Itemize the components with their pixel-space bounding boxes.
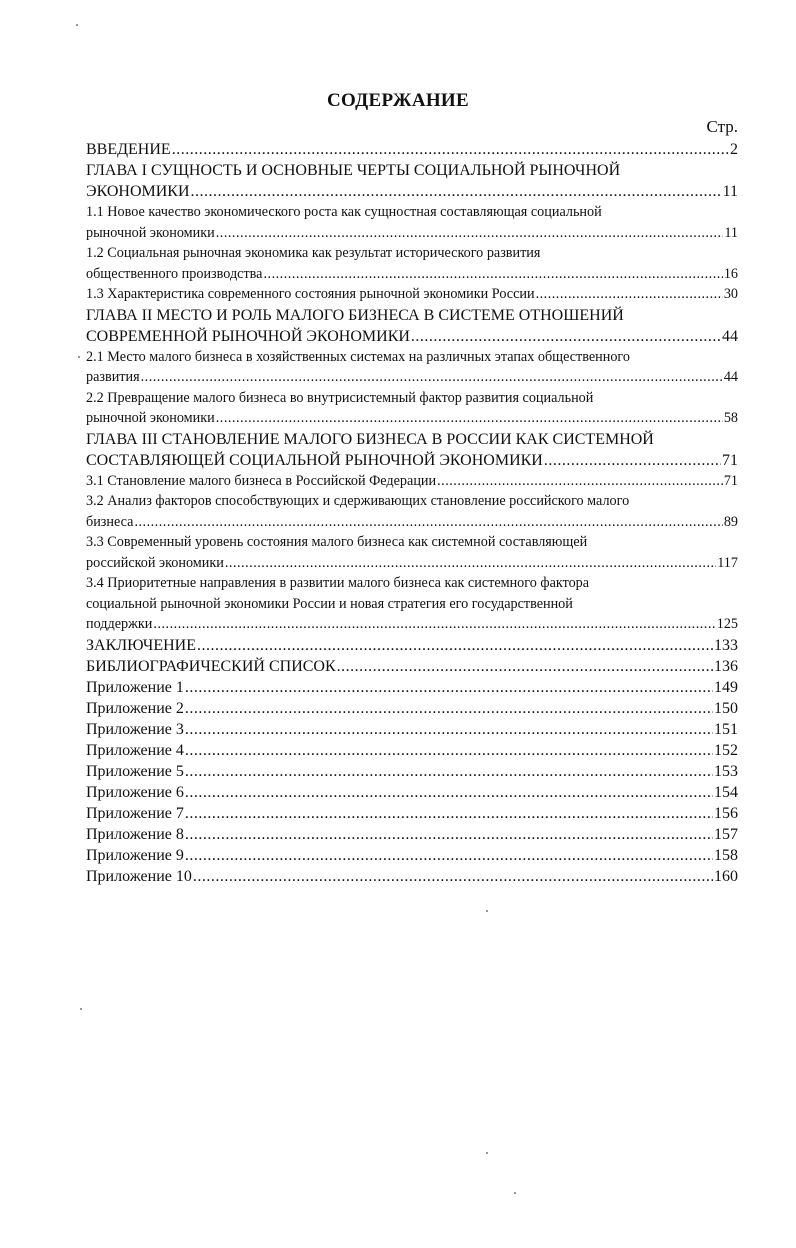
toc-entry-text: рыночной экономики <box>86 410 215 426</box>
toc-entry-last-line <box>86 326 738 347</box>
toc-page-number: 44 <box>723 369 738 385</box>
toc-entry <box>86 845 738 866</box>
scan-speck <box>78 356 80 358</box>
toc-entry-text: поддержки <box>86 616 153 632</box>
toc-entry <box>86 761 738 782</box>
dot-leader <box>216 408 723 429</box>
dot-leader <box>216 223 724 244</box>
dot-leader <box>193 866 713 887</box>
toc-entry-text: бизнеса <box>86 513 134 530</box>
toc-entry <box>86 347 738 388</box>
dot-leader <box>185 803 713 824</box>
dot-leader <box>263 264 722 285</box>
dot-leader <box>437 471 723 492</box>
toc-page-number: 157 <box>714 825 738 843</box>
toc-entry <box>86 491 738 532</box>
dot-leader <box>185 719 713 740</box>
toc-entry-last-line <box>86 719 738 740</box>
toc-entry-text: социальной рыночной экономики России и новая стратегия его государственной <box>86 595 573 612</box>
toc-entry-last-line <box>86 512 738 533</box>
toc-entry-text: 3.1 Становление малого бизнеса в Российской Федерации <box>86 472 437 489</box>
toc-page-number: 71 <box>722 451 738 469</box>
toc-entry-text: ГЛАВА II МЕСТО И РОЛЬ МАЛОГО БИЗНЕСА В СИСТЕМЕ ОТНОШЕНИЙ <box>86 306 624 324</box>
dot-leader <box>544 450 721 471</box>
toc-entry-text: СОВРЕМЕННОЙ РЫНОЧНОЙ ЭКОНОМИКИ <box>86 327 410 345</box>
table-of-contents <box>86 139 738 887</box>
toc-page-number: 133 <box>714 636 738 654</box>
toc-entry-text: 1.1 Новое качество экономического роста как сущностная составляющая социальной <box>86 204 602 220</box>
toc-entry-text: Приложение 2 <box>86 699 184 717</box>
toc-page-number: 152 <box>714 741 738 759</box>
dot-leader <box>185 824 713 845</box>
toc-entry <box>86 719 738 740</box>
toc-entry-text: ВВЕДЕНИЕ <box>86 141 171 158</box>
toc-entry-text: Приложение 1 <box>86 678 184 696</box>
toc-entry-text: Приложение 8 <box>86 825 184 843</box>
toc-entry-last-line <box>86 845 738 866</box>
scan-speck <box>76 24 78 26</box>
toc-entry <box>86 677 738 698</box>
toc-entry-last-line <box>86 614 738 635</box>
toc-entry-text: 3.2 Анализ факторов способствующих и сдерживающих становление российского малого <box>86 493 630 509</box>
toc-entry-last-line <box>86 824 738 845</box>
toc-page-number: 30 <box>723 286 738 302</box>
dot-leader <box>185 698 713 719</box>
toc-entry <box>86 740 738 761</box>
toc-page-number: 11 <box>724 224 738 241</box>
toc-entry-last-line <box>86 677 738 698</box>
toc-entry-text: ГЛАВА III СТАНОВЛЕНИЕ МАЛОГО БИЗНЕСА В РОССИИ КАК СИСТЕМНОЙ <box>86 430 654 448</box>
dot-leader <box>153 614 715 635</box>
toc-entry-last-line <box>86 782 738 803</box>
dot-leader <box>411 326 721 347</box>
toc-entry-text: развития <box>86 369 140 385</box>
toc-entry-text: Приложение 10 <box>86 867 192 885</box>
toc-page-number: 160 <box>714 867 738 885</box>
toc-page-number: 44 <box>722 327 738 345</box>
toc-entry-last-line <box>86 264 738 285</box>
toc-entry-text: 2.2 Превращение малого бизнеса во внутрисистемный фактор развития социальной <box>86 389 594 406</box>
dot-leader <box>185 740 713 761</box>
page-column-label: Стр. <box>706 117 738 136</box>
toc-entry <box>86 284 738 305</box>
toc-page-number: 150 <box>714 699 738 717</box>
toc-entry-text: ЭКОНОМИКИ <box>86 183 190 200</box>
toc-page-number: 149 <box>714 678 738 696</box>
toc-entry-text: БИБЛИОГРАФИЧЕСКИЙ СПИСОК <box>86 657 336 675</box>
toc-entry <box>86 202 738 243</box>
toc-entry-text: Приложение 9 <box>86 846 184 864</box>
toc-page-number: 136 <box>714 657 738 675</box>
toc-entry-last-line <box>86 803 738 824</box>
toc-entry-last-line <box>86 471 738 492</box>
toc-entry-last-line <box>86 408 738 429</box>
toc-entry <box>86 160 738 202</box>
dot-leader <box>172 139 729 160</box>
toc-entry-text: 3.4 Приоритетные направления в развитии малого бизнеса как системного фактора <box>86 575 590 591</box>
toc-entry-last-line <box>86 656 738 677</box>
toc-entry <box>86 824 738 845</box>
toc-entry-last-line <box>86 284 738 305</box>
dot-leader <box>134 512 722 533</box>
toc-entry-text: 1.3 Характеристика современного состояния рыночной экономики России <box>86 286 535 302</box>
toc-page-number: 158 <box>714 846 738 864</box>
scan-speck <box>514 1192 516 1194</box>
dot-leader <box>197 635 713 656</box>
toc-entry-text: рыночной экономики <box>86 224 215 241</box>
page-title: СОДЕРЖАНИЕ <box>327 90 469 111</box>
toc-entry <box>86 388 738 429</box>
toc-entry-last-line <box>86 866 738 887</box>
toc-entry-text: Приложение 3 <box>86 720 184 738</box>
toc-entry <box>86 139 738 160</box>
toc-entry <box>86 573 738 635</box>
dot-leader <box>185 782 713 803</box>
toc-entry <box>86 782 738 803</box>
toc-entry-last-line <box>86 223 738 244</box>
toc-entry-text: Приложение 4 <box>86 741 184 759</box>
toc-entry-text: российской экономики <box>86 554 224 571</box>
toc-entry <box>86 698 738 719</box>
toc-entry <box>86 656 738 677</box>
toc-entry <box>86 532 738 573</box>
dot-leader <box>185 761 713 782</box>
toc-page-number: 16 <box>723 265 738 282</box>
toc-page-number: 58 <box>723 410 738 426</box>
toc-entry <box>86 866 738 887</box>
toc-entry-last-line <box>86 740 738 761</box>
toc-entry-text: Приложение 6 <box>86 783 184 801</box>
toc-entry <box>86 305 738 347</box>
dot-leader <box>185 677 713 698</box>
toc-page-number: 156 <box>714 804 738 822</box>
toc-entry <box>86 803 738 824</box>
toc-entry-text: 2.1 Место малого бизнеса в хозяйственных системах на различных этапах общественного <box>86 348 630 365</box>
toc-entry-last-line <box>86 761 738 782</box>
toc-entry <box>86 243 738 284</box>
toc-entry-last-line <box>86 181 738 202</box>
toc-entry-last-line <box>86 553 738 574</box>
scan-speck <box>80 1008 82 1010</box>
toc-entry-text: СОСТАВЛЯЮЩЕЙ СОЦИАЛЬНОЙ РЫНОЧНОЙ ЭКОНОМИКИ <box>86 451 543 469</box>
toc-entry-text: ГЛАВА I СУЩНОСТЬ И ОСНОВНЫЕ ЧЕРТЫ СОЦИАЛЬНОЙ РЫНОЧНОЙ <box>86 162 621 179</box>
toc-entry-last-line <box>86 367 738 388</box>
dot-leader <box>337 656 713 677</box>
toc-entry-last-line <box>86 635 738 656</box>
toc-page-number: 11 <box>722 183 738 200</box>
toc-entry-text: общественного производства <box>86 265 263 282</box>
toc-page-number: 154 <box>714 783 738 801</box>
toc-page-number: 71 <box>723 472 738 489</box>
dot-leader <box>225 553 716 574</box>
toc-entry-text: Приложение 5 <box>86 762 184 780</box>
toc-page-number: 125 <box>716 616 738 632</box>
toc-entry <box>86 471 738 492</box>
toc-entry-last-line <box>86 450 738 471</box>
toc-entry <box>86 429 738 471</box>
toc-page-number: 89 <box>723 513 738 530</box>
dot-leader <box>141 367 723 388</box>
toc-page-number: 2 <box>730 141 738 158</box>
dot-leader <box>185 845 713 866</box>
dot-leader <box>536 284 723 305</box>
toc-page-number: 117 <box>717 554 738 571</box>
scan-speck <box>486 910 488 912</box>
toc-entry-text: 1.2 Социальная рыночная экономика как результат исторического развития <box>86 245 541 261</box>
scan-speck <box>486 1152 488 1154</box>
toc-page-number: 151 <box>714 720 738 738</box>
toc-entry-text: Приложение 7 <box>86 804 184 822</box>
toc-entry-last-line <box>86 698 738 719</box>
toc-entry-last-line <box>86 139 738 160</box>
toc-page-number: 153 <box>714 762 738 780</box>
dot-leader <box>191 181 722 202</box>
toc-entry <box>86 635 738 656</box>
toc-entry-text: 3.3 Современный уровень состояния малого бизнеса как системной составляющей <box>86 534 588 550</box>
toc-entry-text: ЗАКЛЮЧЕНИЕ <box>86 636 196 654</box>
